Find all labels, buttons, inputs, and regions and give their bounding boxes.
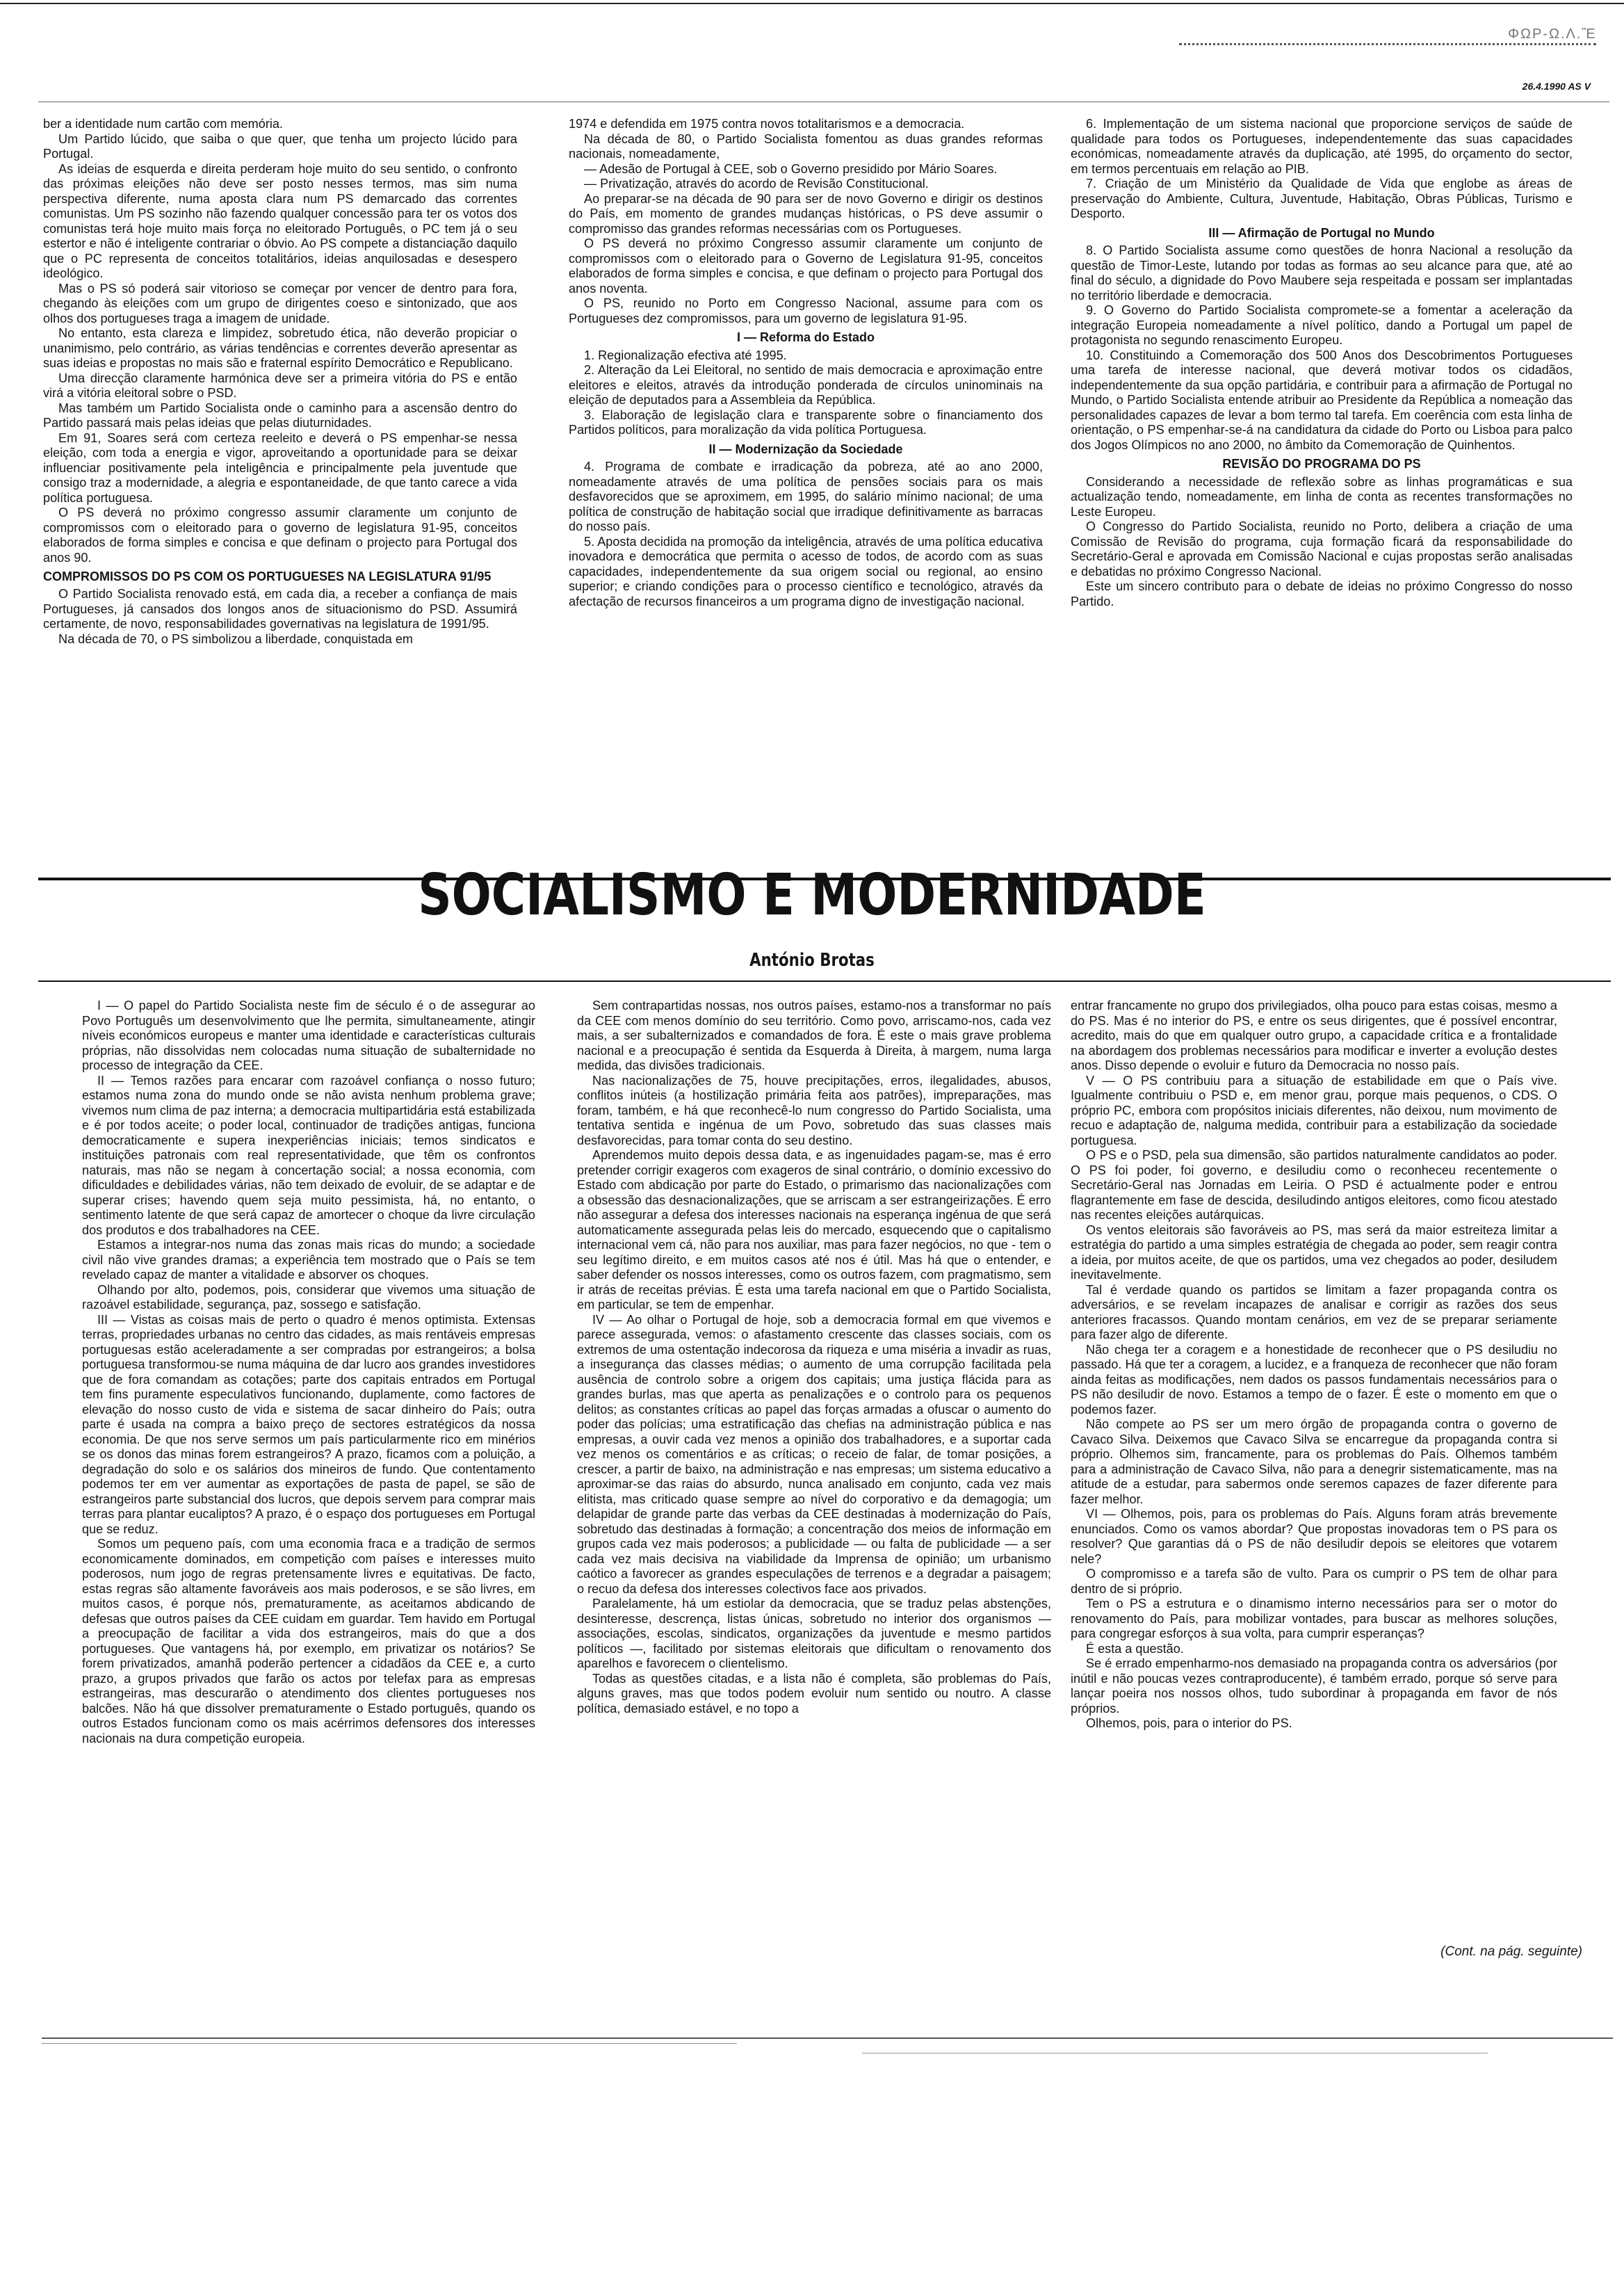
paragraph: O PS deverá no próximo Congresso assumir claramente um conjunto de compromissos com o eleitorado para o Governo de Legislatura 91-95, conceitos elaborados de forma simples e concisa, e que definam o projecto para Portugal dos anos noventa. — [569, 236, 1043, 296]
paragraph: Olhando por alto, podemos, pois, considerar que vivemos uma situação de razoável estabilidade, segurança, paz, sossego e satisfação. — [82, 1282, 535, 1312]
paragraph: Nas nacionalizações de 75, houve precipitações, erros, ilegalidades, abusos, conflitos inúteis (a hostilização primária feita aos patrões), impreparações, mas foram, também, e há que reconhecê-lo num congresso do Partido Socialista, uma tentativa sentida e ingénua de um Povo, sobretudo das suas classes mais desfavorecidas, para tomar conta do seu destino. — [577, 1073, 1051, 1147]
paragraph: 3. Elaboração de legislação clara e transparente sobre o financiamento dos Partidos políticos, para moralização da vida política Portuguesa. — [569, 407, 1043, 437]
section-heading: COMPROMISSOS DO PS COM OS PORTUGUESES NA LEGISLATURA 91/95 — [43, 570, 492, 583]
paragraph: Mas também um Partido Socialista onde o caminho para a ascensão dentro do Partido passará mais pelas ideias que pelas diuturnidades. — [43, 401, 517, 430]
paragraph: 9. O Governo do Partido Socialista compromete-se a fomentar a aceleração da integração Europeia nomeadamente a nível político, dando a Portugal um papel de protagonista no segundo renascimento Europeu. — [1071, 303, 1573, 347]
section-heading: I — Reforma do Estado — [736, 330, 875, 344]
paragraph: entrar francamente no grupo dos privilegiados, olha pouco para estas coisas, mesmo a do PS. Mas é no interior do PS, e entre os seus dirigentes, que é possível encontrar, acredito, mais do que em qualquer outro grupo, a capacidade crítica e a frontalidade na abordagem dos problemas necessários para modificar e inverter a evolução destes anos. Disso depende o evoluir e futuro da Democracia no nosso país. — [1071, 999, 1557, 1072]
article-column-3 — [1071, 999, 1557, 1958]
paragraph: O Partido Socialista renovado está, em cada dia, a receber a confiança de mais Portugueses, já cansados dos longos anos de situacionismo do PSD. Assumirá certamente, de novo, responsabilidades governativas na legislatura de 1991/95. — [43, 587, 517, 631]
paragraph: 2. Alteração da Lei Eleitoral, no sentido de mais democracia e aproximação entre eleitores e eleitos, através da introdução ponderada de círculos uninominais na eleição de deputados para a Assembleia da República. — [569, 363, 1043, 407]
paragraph: Tal é verdade quando os partidos se limitam a fazer propaganda contra os adversários, e se revelam incapazes de analisar e corrigir as razões dos seus anteriores fracassos. Quando montam cenários, em vez de se preparar seriamente para fazer algo de diferente. — [1071, 1282, 1557, 1341]
paragraph: 4. Programa de combate e irradicação da pobreza, até ao ano 2000, nomeadamente através de uma política de pensões sociais para os mais desfavorecidos que se aproximem, em 1995, do salário mínimo nacional; de uma política de construção de habitação social que irradique definitivamente as barracas do nosso país. — [569, 460, 1043, 533]
paragraph: O PS deverá no próximo congresso assumir claramente um conjunto de compromissos com o eleitorado para o governo de legislatura 91-95, conceitos elaborados de forma simples e concisa e que definam o projecto para Portugal dos anos 90. — [43, 506, 517, 565]
header-dots — [1179, 43, 1596, 45]
paragraph: Este um sincero contributo para o debate de ideias no próximo Congresso do nosso Partido. — [1071, 579, 1573, 608]
paragraph: Não compete ao PS ser um mero órgão de propaganda contra o governo de Cavaco Silva. Deixemos que Cavaco Silva se encarregue da propaganda contra si próprio. Olhemos sim, francamente, para os problemas do País. Olhemos também para a administração de Cavaco Silva, não para a denegrir sistematicamente, mas na atitude de a estudar, para sabermos onde seremos capazes de fazer diferente para fazer melhor. — [1071, 1417, 1557, 1506]
paragraph: Sem contrapartidas nossas, nos outros países, estamo-nos a transformar no país da CEE com menos domínio do seu território. Como povo, arriscamo-nos, cada vez mais, a ser subalternizados e comandados de fora. É este o mais grave problema nacional e a preocupação é sentida da Esquerda à Direita, à margem, numa larga medida, das divisões tradicionais. — [577, 999, 1051, 1072]
section-heading: REVISÃO DO PROGRAMA DO PS — [1222, 457, 1421, 471]
paragraph: I — O papel do Partido Socialista neste fim de século é o de assegurar ao Povo Português um desenvolvimento que lhe permita, simultaneamente, atingir níveis económicos europeus e manter uma identidade e características culturais próprias, não dissolvidas nem colocadas numa situação de subalternidade no processo de integração da CEE. — [82, 999, 535, 1072]
paragraph: Se é errado empenharmo-nos demasiado na propaganda contra os adversários (por inútil e não poucas vezes contraproducente), é também errado, porque só serve para lançar poeira nos nossos olhos, tudo subordinar à propaganda em favor de nós próprios. — [1071, 1656, 1557, 1716]
byline-rule — [38, 980, 1611, 982]
bottom-rule-2 — [42, 2043, 737, 2044]
header-mark: ΦΩΡ-Ω.Λ.Ἕ — [1508, 26, 1596, 42]
top-article-column-1 — [43, 117, 517, 868]
paragraph: O PS, reunido no Porto em Congresso Nacional, assume para com os Portugueses dez compromissos, para um governo de legislatura 91-95. — [569, 296, 1043, 325]
paragraph: Paralelamente, há um estiolar da democracia, que se traduz pelas abstenções, desinteresse, descrença, listas únicas, sobretudo no interior dos organismos — associações, escolas, sindicatos, organizações da juventude e mesmo partidos políticos —, facilitado por sistemas eleitorais que dificultam o renovamento dos aparelhos e favorecem o clientelismo. — [577, 1597, 1051, 1670]
section-heading: III — Afirmação de Portugal no Mundo — [1208, 225, 1435, 240]
paragraph: Aprendemos muito depois dessa data, e as ingenuidades pagam-se, mas é erro pretender corrigir exageros com exageros de sinal contrário, o domínio excessivo do Estado com abdicação por parte do Estado, o primarismo das nacionalizações com a obsessão das desnacionalizações, que se arriscam a ser estrangeirizações. É erro não assegurar a defesa dos interesses nacionais na esperança ingénua de que será automaticamente assegurada pelas leis do mercado, esquecendo que o capitalismo internacional vem cá, não para nos auxiliar, mas para fazer negócios, no que - tem o seu legítimo direito, e em muitos casos até nos é útil. Mas há que o entender, e saber defender os nossos interesses, como os outros fazem, com pragmatismo, sem ir atrás de receitas prévias. É esta uma tarefa nacional em que o Partido Socialista, em particular, se tem de empenhar. — [577, 1148, 1051, 1312]
paragraph: É esta a questão. — [1086, 1641, 1184, 1656]
paragraph: Não chega ter a coragem e a honestidade de reconhecer que o PS desiludiu no passado. Há que ter a coragem, a lucidez, e a franqueza de reconhecer que não foram ainda feitas as modificações, nem dados os passos fundamentais necessários para o PS não desiludir de novo. Estamos a tempo de o fazer. É este o momento em que o podemos fazer. — [1071, 1342, 1557, 1417]
top-border — [0, 3, 1624, 4]
paragraph: 5. Aposta decidida na promoção da inteligência, através de uma política educativa inovadora e democrática que permita o acesso de todos, de acordo com as suas capacidades, independentemente da sua origem social ou regional, ao ensino superior; e criando condições para o processo científico e tecnológico, através da afectação de recursos financeiros a um programa digno de investigação nacional. — [569, 534, 1043, 608]
paragraph: II — Temos razões para encarar com razoável confiança o nosso futuro; estamos numa zona do mundo onde se não avista nenhum problema grave; vivemos num clima de paz interna; a democracia multipartidária está estabilizada e é por todos aceite; o poder local, continuador de tradições antigas, funciona democraticamente e supera inexperiências iniciais; temos sindicatos e instituições patronais com real representatividade, que têm os confrontos naturais, mas não se negam à concertação social; a nossa economia, com dificuldades e debilidades várias, não tem deixado de evoluir, de se adaptar e de superar crises; havendo quem seja muito pessimista, há, no entanto, o sentimento latente de que será capaz de amortecer o choque da livre circulação dos produtos e dos trabalhadores na CEE. — [82, 1073, 535, 1237]
bottom-rule — [42, 2037, 1613, 2039]
paragraph: O Congresso do Partido Socialista, reunido no Porto, delibera a criação de uma Comissão de Revisão do programa, cuja formação ficará da responsabilidade do Secretário-Geral e aprovada em Comissão Nacional e cujas propostas serão analisadas e debatidas no próximo Congresso Nacional. — [1071, 519, 1573, 579]
paragraph: Na década de 80, o Partido Socialista fomentou as duas grandes reformas nacionais, nomeadamente, — [569, 131, 1043, 161]
paragraph: — Privatização, através do acordo de Revisão Constitucional. — [584, 177, 929, 191]
paragraph: Considerando a necessidade de reflexão sobre as linhas programáticas e sua actualização tendo, nomeadamente, em linha de conta as recentes transformações no Leste Europeu. — [1071, 474, 1573, 519]
page-id: 26.4.1990 AS V — [1522, 81, 1591, 92]
article-title: SOCIALISMO E MODERNIDADE — [418, 862, 1206, 928]
paragraph: No entanto, esta clareza e limpidez, sobretudo ética, não deverão propiciar o unanimismo, pelo contrário, as várias tendências e correntes deverão apresentar as suas ideias e propostas no mais são e fraternal espírito Democrático e Republicano. — [43, 326, 517, 370]
paragraph: Estamos a integrar-nos numa das zonas mais ricas do mundo; a sociedade civil não vive grandes dramas; a experiência tem mostrado que o País se tem revelado capaz de manter a vitalidade e absorver os choques. — [82, 1238, 535, 1282]
continuation-note: (Cont. na pág. seguinte) — [1440, 1944, 1582, 1959]
paragraph: O PS e o PSD, pela sua dimensão, são partidos naturalmente candidatos ao poder. O PS foi poder, foi governo, e desiludiu como o reconheceu recentemente o Secretário-Geral nas Jornadas em Leiria. O PSD é actualmente poder e entrou flagrantemente em fase de descida, desiludindo antigos eleitores, como ficou atestado nas recentes eleições autárquicas. — [1071, 1148, 1557, 1222]
paragraph: Somos um pequeno país, com uma economia fraca e a tradição de sermos economicamente dominados, em competição com países e interesses muito poderosos, num jogo de regras pretensamente livres e equitativas. De facto, estas regras são altamente favoráveis aos mais poderosos, e se são livres, em muitos casos, é porque nós, prematuramente, as aceitamos abdicando de defesas que outros países da CEE cuidam em guardar. Tem havido em Portugal a preocupação de facilitar a vida dos estrangeiros, mais do que a dos portugueses. Que vantagens há, por exemplo, em privatizar os notários? Se forem privatizados, amanhã poderão pertencer a cidadãos da CEE e, a curto prazo, a grupos privados que farão os actos por telefax para as empresas estrangeiras, mas descurarão o atendimento dos clientes portugueses nos balcões. Não há que dissolver prematuramente o Estado português, quando os outros Estados funcionam como os mais acérrimos defensores dos interesses nacionais na dura competição europeia. — [82, 1537, 535, 1745]
paragraph: Olhemos, pois, para o interior do PS. — [1086, 1716, 1292, 1730]
paragraph: Na década de 70, o PS simbolizou a liberdade, conquistada em — [58, 631, 413, 646]
paragraph: V — O PS contribuiu para a situação de estabilidade em que o País vive. Igualmente contribuiu o PSD e, em menor grau, porque mais pequenos, o CDS. O próprio PC, embora com propósitos iniciais diferentes, não deixou, num movimento de recuo e adaptação de, nalguma medida, contribuir para a estabilização da sociedade portuguesa. — [1071, 1073, 1557, 1147]
paragraph: Em 91, Soares será com certeza reeleito e deverá o PS empenhar-se nessa eleição, com toda a energia e vigor, aproveitando a oportunidade para se deixar influenciar positivamente pela inteligência e principalmente pela juventude que consigo traz a modernidade, a alegria e espontaneidade, de que tanto carece a vida política portuguesa. — [43, 430, 517, 505]
paragraph: 6. Implementação de um sistema nacional que proporcione serviços de saúde de qualidade para todos os Portugueses, independentemente das suas capacidades económicas, nomeadamente através da duplicação, até 1995, do orçamento do sector, em termos percentuais em relação ao PIB. — [1071, 117, 1573, 176]
paragraph: ber a identidade num cartão com memória. — [43, 117, 283, 131]
paragraph: Ao preparar-se na década de 90 para ser de novo Governo e dirigir os destinos do País, em momento de grandes mudanças históricas, o PS deve assumir o compromisso das grandes reformas necessárias com os Portugueses. — [569, 191, 1043, 236]
paragraph: Todas as questões citadas, e a lista não é completa, são problemas do País, alguns graves, mas que todos podem evoluir num sentido ou noutro. A classe política, demasiado estável, e no topo a — [577, 1671, 1051, 1716]
paragraph: 1. Regionalização efectiva até 1995. — [584, 348, 787, 362]
paragraph: Os ventos eleitorais são favoráveis ao PS, mas será da maior estreiteza limitar a estratégia do partido a uma simples estratégia de chegada ao poder, sem reagir contra a ideia, por muitos aceite, de que os partidos, uma vez chegados ao poder, desiludem inevitavelmente. — [1071, 1222, 1557, 1282]
paragraph: VI — Olhemos, pois, para os problemas do País. Alguns foram atrás brevemente enunciados. Como os vamos abordar? Que propostas inovadoras tem o PS para os resolver? Que garantias dá o PS de não desiludir depois se eleitores que votarem nele? — [1071, 1507, 1557, 1566]
paragraph: III — Vistas as coisas mais de perto o quadro é menos optimista. Extensas terras, propriedades urbanas no centro das cidades, as mais rentáveis empresas portuguesas estão aceleradamente a ser compradas por estrangeiros; a bolsa portuguesa transformou-se numa máquina de dar lucro aos grandes investidores que de fora comandam as cotações; parte dos capitais entrados em Portugal tem fins puramente especulativos funcionando, duplamente, como factores de elevação do nosso custo de vida e sistema de sacar dinheiro do País; outra parte é usada na compra a baixo preço de sectores estratégicos da nossa economia. De que nos serve sermos um país particularmente rico em minérios se os donos das minas forem estrangeiros? A prazo, ficamos com a poluição, a degradação do solo e os salários dos mineiros de fundo. Que contentamento podemos ter em ver aumentar as exportações de pasta de papel, se são de estrangeiros parte substancial dos lucros, que depois servem para comprar mais terras para plantar eucaliptos? A prazo, é o espaço dos portugueses em Portugal que se reduz. — [82, 1312, 535, 1536]
paragraph: 8. O Partido Socialista assume como questões de honra Nacional a resolução da questão de Timor-Leste, lutando por todas as formas ao seu alcance para que, até ao final do século, a dignidade do Povo Maubere seja respeitada e possam ser implantadas no território liberdade e democracia. — [1071, 243, 1573, 302]
paragraph: Tem o PS a estrutura e o dinamismo interno necessários para ser o motor do renovamento do País, para mobilizar vontades, para buscar as melhores soluções, para congregar esforços à sua volta, para cumprir esperanças? — [1071, 1597, 1557, 1640]
paragraph: O compromisso e a tarefa são de vulto. Para os cumprir o PS tem de olhar para dentro de si próprio. — [1071, 1567, 1557, 1596]
top-article-column-2 — [569, 117, 1043, 868]
section-heading: II — Modernização da Sociedade — [708, 442, 903, 456]
article-column-2 — [577, 999, 1051, 1951]
paragraph: Um Partido lúcido, que saiba o que quer, que tenha um projecto lúcido para Portugal. — [43, 131, 517, 161]
paragraph: IV — Ao olhar o Portugal de hoje, sob a democracia formal em que vivemos e parece assegurada, vemos: o afastamento crescente das classes sociais, com os extremos de uma ostentação indecorosa da riqueza e uma miséria a invadir as ruas, a insegurança das classes médias; o aumento de uma corrupção facilitada pela ausência de controlo sobre a origem dos capitais; uma justiça flácida para as grandes burlas, mas que aperta as penalizações e o controlo para os pequenos delitos; as constantes críticas ao papel das forças armadas a ofuscar o aumento do poder das polícias; uma estratificação das chefias na administração pública e nas empresas, a ouvir cada vez menos a opinião dos trabalhadores, e a suportar cada vez menos os comentários e as críticas; o receio de falar, de tomar posições, a crescer, a partir de baixo, na administração e nas empresas; um sistema educativo a aproximar-se das raias do absurdo, nunca analisado em conjunto, cada vez mais elitista, mas criticado quase sempre ao nível do corporativo e da demagogia; um delapidar de grande parte das verbas da CEE destinadas à modernização do País, sobretudo das destinadas à formação; a concentração dos meios de informação em grupos cada vez mais poderosos; a publicidade — ou falta de publicidade — a ser cada vez mais decisiva na viabilidade da Imprensa de opinião; um urbanismo caótico a favorecer as grandes especulações de terrenos e a degradar a paisagem; o recuo da defesa dos interesses colectivos face aos privados. — [577, 1312, 1051, 1596]
paragraph: Mas o PS só poderá sair vitorioso se começar por vencer de dentro para fora, chegando às eleições com um grupo de dirigentes coeso e sintonizado, que aos olhos dos portugueses traga a imagem de unidade. — [43, 281, 517, 325]
paragraph: As ideias de esquerda e direita perderam hoje muito do seu sentido, o confronto das próximas eleições não deve ser posto nesses termos, mas sim numa perspectiva diferente, numa aposta clara num PS demarcado das correntes comunistas. Um PS sozinho não fazendo qualquer concessão para ter os votos dos comunistas terá hoje muito mais força no eleitorado Português, o PC tem já o seu estertor e não é inteligente contrariar o óbvio. Ao PS compete a distanciação daquilo que o PC representa de conceitos totalitários, ideias anquilosadas e desespero ideológico. — [43, 161, 517, 280]
paragraph: Uma direcção claramente harmónica deve ser a primeira vitória do PS e então virá a vitória eleitoral sobre o PSD. — [43, 371, 517, 400]
paragraph: 10. Constituindo a Comemoração dos 500 Anos dos Descobrimentos Portugueses uma tarefa de interesse nacional, que deverá motivar todos os cidadãos, independentemente da sua opção partidária, e contribuir para a afirmação de Portugal no Mundo, o Partido Socialista entende atribuir ao Presidente da República a nomeação das personalidades capazes de levar a bom termo tal tarefa. Em coerência com esta linha de orientação, o PS empenhar-se-á na candidatura da cidade do Porto ou Lisboa para palco dos Jogos Olímpicos no ano 2000, no âmbito da Comemoração de Quinhentos. — [1071, 348, 1573, 452]
top-article-column-3 — [1071, 117, 1573, 868]
paragraph: — Adesão de Portugal à CEE, sob o Governo presidido por Mário Soares. — [584, 161, 998, 176]
paragraph: 7. Criação de um Ministério da Qualidade de Vida que englobe as áreas de preservação do Ambiente, Cultura, Juventude, Habitação, Obras Públicas, Turismo e Desporto. — [1071, 177, 1573, 220]
article-column-1 — [82, 999, 535, 1944]
article-byline: António Brotas — [749, 950, 875, 971]
paragraph: 1974 e defendida em 1975 contra novos totalitarismos e a democracia. — [569, 117, 965, 131]
